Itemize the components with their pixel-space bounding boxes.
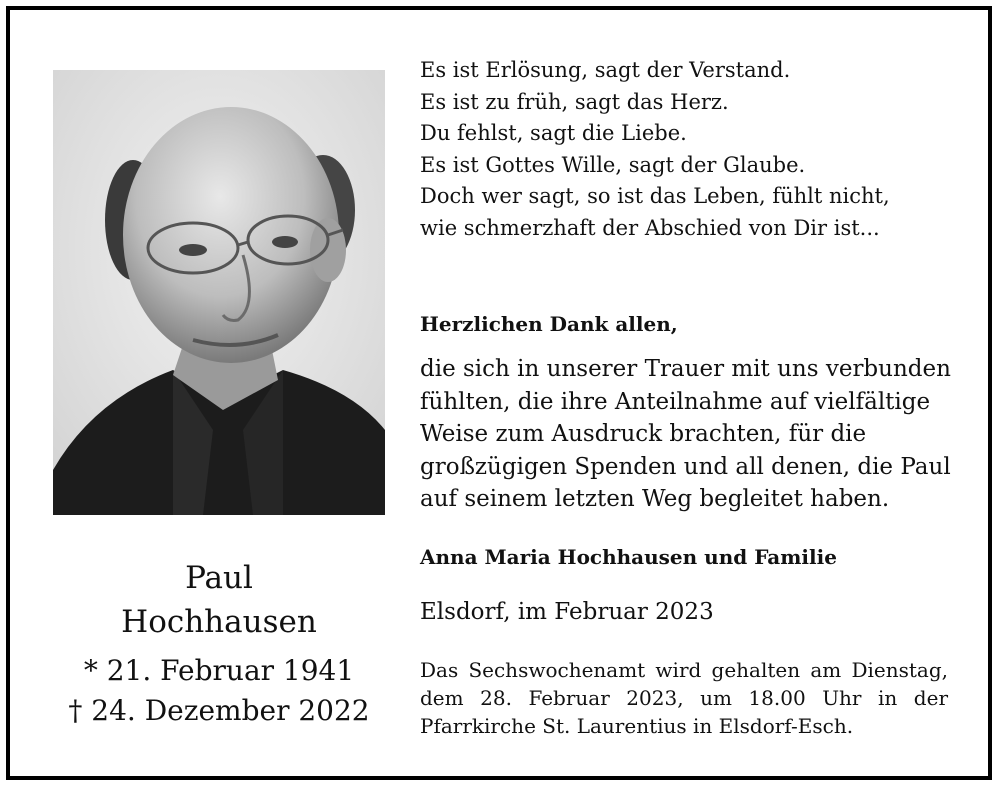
poem-line: wie schmerzhaft der Abschied von Dir ist... [420, 215, 880, 240]
thanks-line: auf seinem letzten Weg begleitet haben. [420, 486, 890, 512]
service-line: dem 28. Februar 2023, um 18.00 Uhr in der [420, 686, 948, 710]
poem-line: Es ist zu früh, sagt das Herz. [420, 89, 729, 114]
thanks-text [420, 353, 951, 516]
deceased-last-name: Hochhausen [121, 604, 317, 640]
thanks-line: großzügigen Spenden und all denen, die Paul [420, 453, 951, 480]
deceased-first-name: Paul [185, 560, 253, 596]
thanks-line: Weise zum Ausdruck brachten, für die [420, 421, 867, 447]
service-notice [420, 656, 948, 740]
place-date: Elsdorf, im Februar 2023 [420, 599, 714, 625]
thanks-line: die sich in unserer Trauer mit uns verbunden [420, 356, 951, 382]
thanks-line: fühlten, die ihre Anteilnahme auf vielfältige [420, 388, 931, 415]
signer-name: Anna Maria Hochhausen und Familie [420, 545, 837, 569]
service-line: Pfarrkirche St. Laurentius in Elsdorf-Esch. [420, 714, 854, 738]
poem [420, 55, 965, 244]
birth-date: * 21. Februar 1941 [83, 654, 355, 687]
death-date: † 24. Dezember 2022 [68, 694, 370, 727]
service-line: Das Sechswochenamt wird gehalten am Dienstag, [420, 658, 948, 682]
thanks-heading: Herzlichen Dank allen, [420, 312, 678, 336]
poem-line: Es ist Gottes Wille, sagt der Glaube. [420, 152, 806, 177]
poem-line: Du fehlst, sagt die Liebe. [420, 121, 687, 145]
poem-line: Es ist Erlösung, sagt der Verstand. [420, 58, 791, 82]
portrait-photo [53, 70, 385, 515]
poem-line: Doch wer sagt, so ist das Leben, fühlt nicht, [420, 184, 890, 208]
